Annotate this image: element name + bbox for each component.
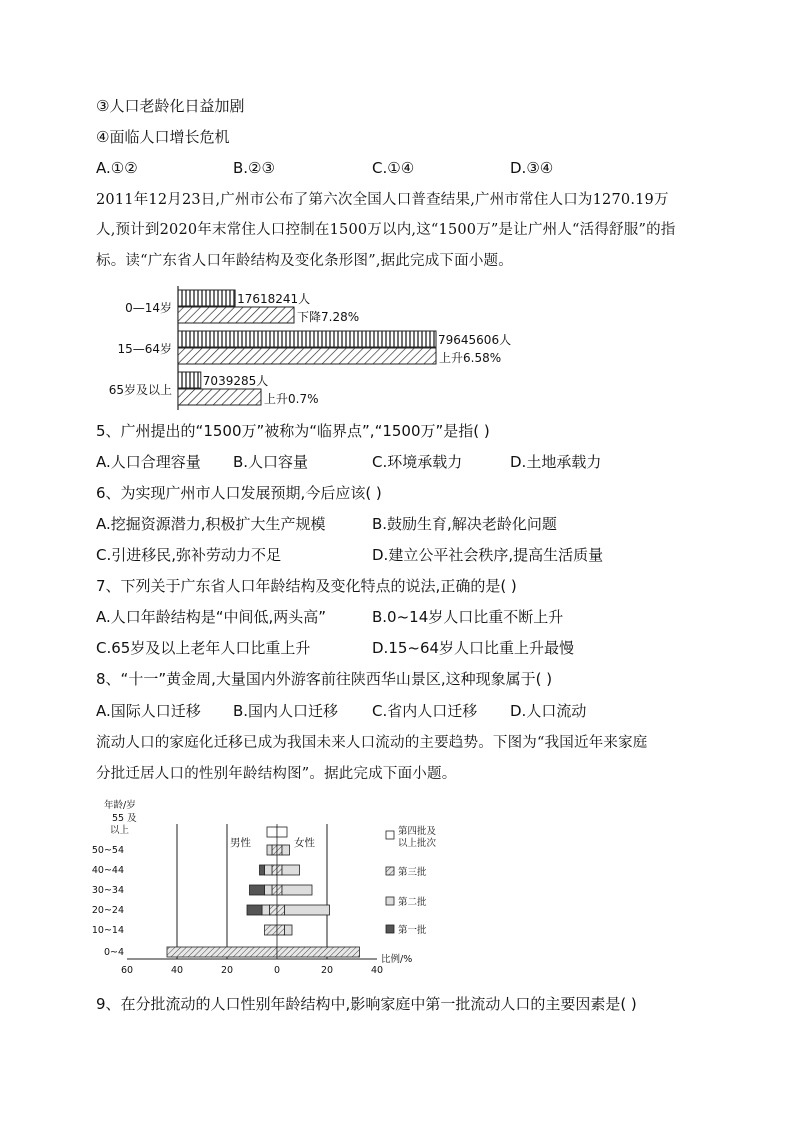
male-bar [247, 905, 262, 915]
change-label: 上升0.7% [264, 392, 319, 406]
passage-1-line-1: 2011年12月23日,广州市公布了第六次全国人口普查结果,广州市常住人口为1270.19万 [96, 192, 669, 208]
passage-1-line-3: 标。读“广东省人口年龄结构及变化条形图”,据此完成下面小题。 [96, 253, 513, 269]
option-d[interactable]: D.建立公平社会秩序,提高生活质量 [372, 546, 604, 564]
legend-label: 第四批及 [398, 826, 437, 837]
statement-4: ④面临人口增长危机 [96, 128, 230, 146]
y-tick-label: 20~24 [91, 905, 124, 916]
y-tick-label: 55 及 [112, 813, 137, 824]
female-bar [277, 827, 287, 837]
option-d[interactable]: D.土地承载力 [510, 453, 602, 471]
option-b[interactable]: B.鼓励生育,解决老龄化问题 [372, 515, 557, 533]
option-b[interactable]: B.国内人口迁移 [233, 702, 339, 720]
population-bar [178, 331, 436, 347]
y-tick-label: 30~34 [91, 885, 124, 896]
statement-3: ③人口老龄化日益加剧 [96, 97, 245, 115]
option-a[interactable]: A.①② [96, 159, 138, 177]
legend-swatch [386, 831, 394, 839]
female-bar [277, 905, 285, 915]
x-axis-label: 比例/% [381, 954, 413, 965]
male-bar [265, 925, 278, 935]
q5-options [96, 452, 716, 472]
female-bar [277, 925, 285, 935]
option-d[interactable]: D.15~64岁人口比重上升最慢 [372, 639, 575, 657]
question-6: 6、为实现广州市人口发展预期,今后应该( ) [96, 484, 382, 502]
category-label: 65岁及以上 [108, 383, 172, 397]
question-5: 5、广州提出的“1500万”被称为“临界点”,“1500万”是指( ) [96, 422, 490, 440]
category-label: 15—64岁 [117, 342, 172, 356]
female-bar [285, 905, 330, 915]
y-tick-label: 0~4 [103, 947, 124, 958]
option-c[interactable]: C.省内人口迁移 [372, 702, 478, 720]
q7-options-row-1 [96, 607, 716, 627]
q7-options-row-2 [96, 638, 716, 658]
legend-swatch [386, 925, 394, 933]
population-label: 17618241人 [237, 292, 311, 306]
q8-options [96, 701, 716, 721]
passage-1-line-2: 人,预计到2020年末常住人口控制在1500万以内,这“1500万”是让广州人“活得舒服”的指 [96, 222, 676, 238]
question-8: 8、“十一”黄金周,大量国内外游客前往陕西华山景区,这种现象属于( ) [96, 670, 553, 688]
population-bar [178, 372, 201, 388]
passage-2-line-1: 流动人口的家庭化迁移已成为我国未来人口流动的主要趋势。下图为“我国近年来家庭 [96, 735, 648, 751]
legend-swatch [386, 897, 394, 905]
female-bar [282, 845, 290, 855]
female-bar [277, 947, 360, 957]
population-label: 79645606人 [438, 333, 512, 347]
male-bar [265, 865, 273, 875]
y-tick-label: 10~14 [91, 925, 124, 936]
option-b[interactable]: B.人口容量 [233, 453, 309, 471]
y-tick-label: 40~44 [91, 865, 124, 876]
q4-options [96, 158, 696, 178]
male-bar [265, 885, 273, 895]
option-c[interactable]: C.环境承载力 [372, 453, 463, 471]
population-label: 7039285人 [202, 374, 269, 388]
male-label: 男性 [230, 837, 251, 849]
female-bar [285, 925, 293, 935]
legend-label: 第二批 [398, 897, 427, 908]
x-tick-label: 20 [320, 965, 334, 976]
female-bar [277, 885, 282, 895]
change-bar [178, 348, 436, 364]
change-bar [178, 389, 261, 405]
q6-options-row-1 [96, 514, 716, 534]
passage-2-line-2: 分批迁居人口的性别年龄结构图”。据此完成下面小题。 [96, 766, 457, 782]
male-bar [272, 845, 277, 855]
male-bar [262, 905, 270, 915]
option-b[interactable]: B.②③ [233, 159, 275, 177]
option-d[interactable]: D.③④ [510, 159, 554, 177]
option-b[interactable]: B.0~14岁人口比重不断上升 [372, 608, 564, 626]
age-structure-bar-chart [96, 284, 536, 412]
legend-label: 以上批次 [398, 838, 437, 849]
option-c[interactable]: C.①④ [372, 159, 415, 177]
female-label: 女性 [294, 837, 315, 849]
male-bar [250, 885, 265, 895]
female-bar [282, 865, 300, 875]
option-a[interactable]: A.挖掘资源潜力,积极扩大生产规模 [96, 515, 326, 533]
male-bar [270, 905, 278, 915]
q6-options-row-2 [96, 545, 716, 565]
x-tick-label: 0 [273, 965, 281, 976]
option-a[interactable]: A.国际人口迁移 [96, 702, 201, 720]
legend-label: 第三批 [398, 867, 427, 878]
migration-pyramid-chart [91, 794, 456, 980]
change-label: 上升6.58% [439, 351, 502, 365]
female-bar [277, 845, 282, 855]
y-tick-label: 50~54 [91, 845, 124, 856]
male-bar [267, 827, 277, 837]
option-c[interactable]: C.引进移民,弥补劳动力不足 [96, 546, 282, 564]
x-tick-label: 20 [220, 965, 234, 976]
x-tick-label: 40 [170, 965, 184, 976]
x-tick-label: 60 [120, 965, 134, 976]
question-7: 7、下列关于广东省人口年龄结构及变化特点的说法,正确的是( ) [96, 577, 517, 595]
x-tick-label: 40 [370, 965, 384, 976]
male-bar [267, 845, 272, 855]
male-bar [167, 947, 277, 957]
legend-swatch [386, 867, 394, 875]
male-bar [260, 865, 265, 875]
option-a[interactable]: A.人口合理容量 [96, 453, 201, 471]
y-tick-label: 以上 [110, 825, 130, 836]
option-c[interactable]: C.65岁及以上老年人口比重上升 [96, 639, 311, 657]
legend-label: 第一批 [398, 925, 427, 936]
female-bar [282, 885, 312, 895]
option-a[interactable]: A.人口年龄结构是“中间低,两头高” [96, 608, 327, 626]
change-label: 下降7.28% [297, 310, 360, 324]
change-bar [178, 307, 294, 323]
male-bar [272, 885, 277, 895]
y-axis-label: 年龄/岁 [104, 800, 136, 811]
population-bar [178, 290, 235, 306]
female-bar [277, 865, 282, 875]
category-label: 0—14岁 [125, 301, 172, 315]
option-d[interactable]: D.人口流动 [510, 702, 587, 720]
male-bar [272, 865, 277, 875]
question-9: 9、在分批流动的人口性别年龄结构中,影响家庭中第一批流动人口的主要因素是( ) [96, 995, 637, 1013]
